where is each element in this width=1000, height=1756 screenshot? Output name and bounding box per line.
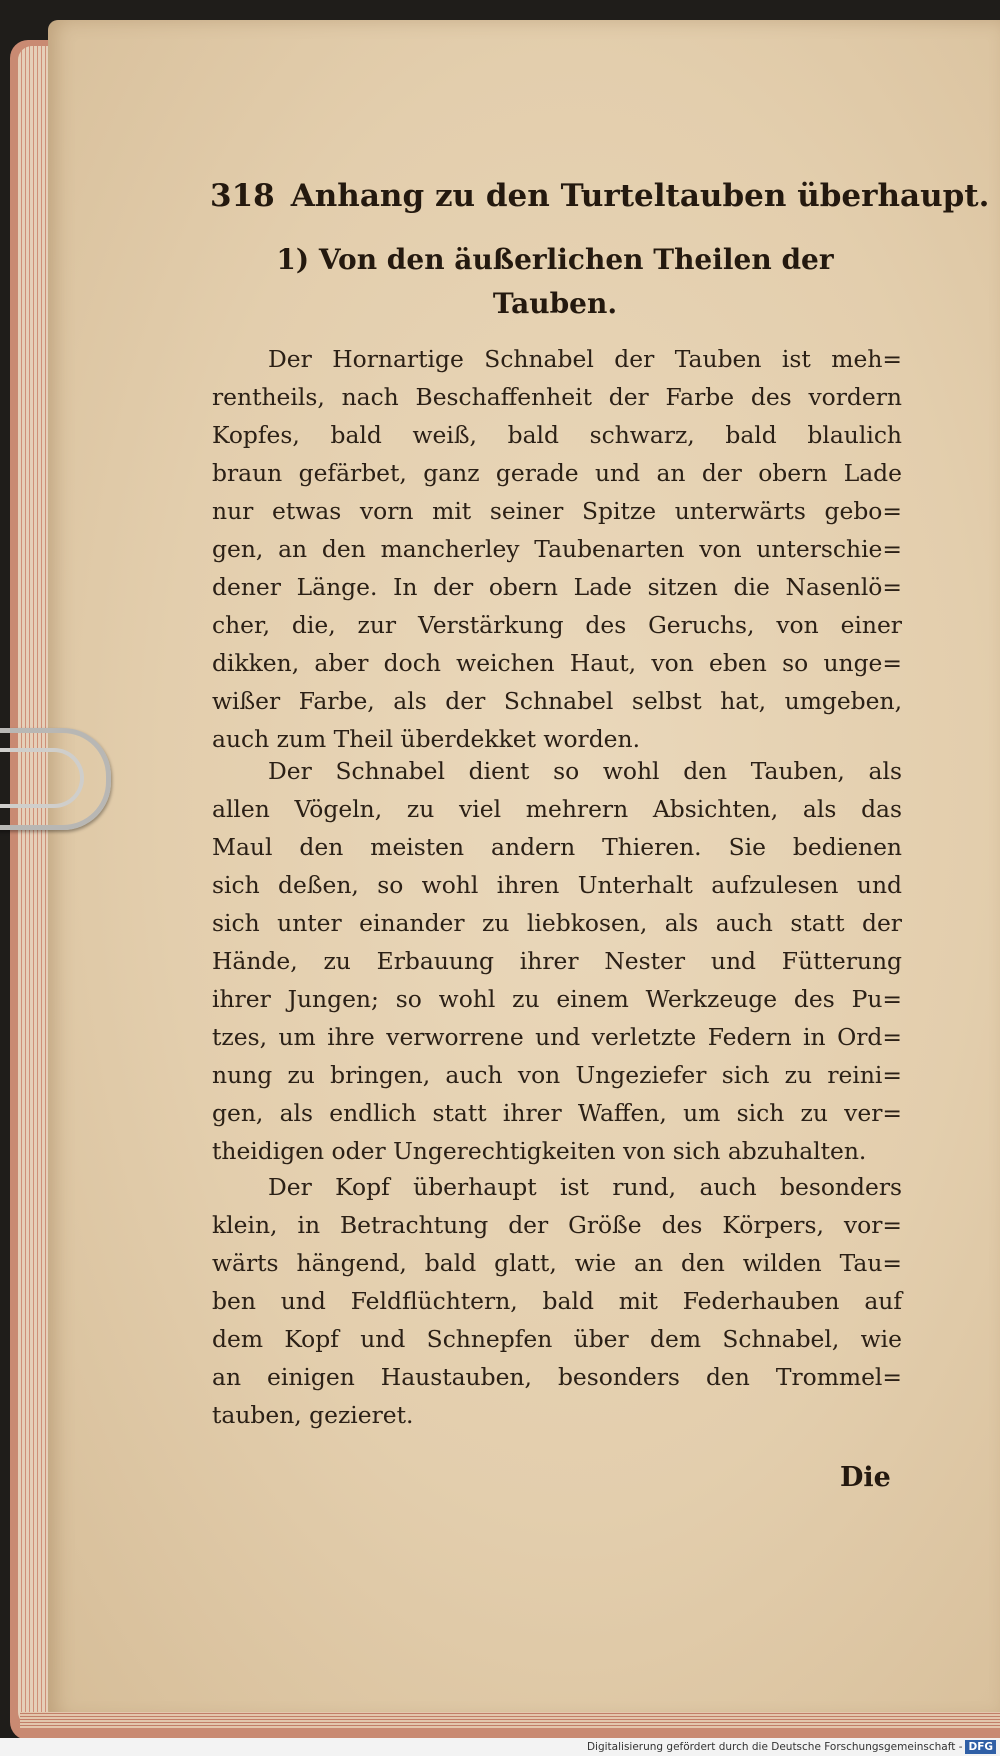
credit-text: Digitalisierung gefördert durch die Deutsche Forschungsgemeinschaft - <box>586 1741 963 1753</box>
text-line: Maul den meisten andern Thieren. Sie bedienen <box>212 833 902 861</box>
bottom-page-edges <box>20 1712 1000 1728</box>
text-line: Kopfes, bald weiß, bald schwarz, bald blaulich <box>212 421 902 449</box>
text-line: gen, an den mancherley Taubenarten von unterschie= <box>212 535 902 563</box>
text-line: tzes, um ihre verworrene und verletzte Federn in Ord= <box>212 1023 902 1051</box>
page-number: 318 <box>210 178 275 214</box>
text-line: Der Hornartige Schnabel der Tauben ist meh= <box>268 345 902 373</box>
text-line: Der Schnabel dient so wohl den Tauben, als <box>268 757 902 785</box>
heading-line-2: Tauben. <box>492 287 618 320</box>
text-line: allen Vögeln, zu viel mehrern Absichten, als das <box>212 795 902 823</box>
digitization-credit <box>0 1738 1000 1756</box>
text-line: dikken, aber doch weichen Haut, von eben so unge= <box>212 649 902 677</box>
text-line: auch zum Theil überdekket worden. <box>212 725 641 753</box>
text-line: an einigen Haustauben, besonders den Trommel= <box>212 1363 902 1391</box>
text-line: wißer Farbe, als der Schnabel selbst hat, umgeben, <box>212 687 902 715</box>
text-line: nur etwas vorn mit seiner Spitze unterwärts gebo= <box>212 497 902 525</box>
text-line: theidigen oder Ungerechtigkeiten von sich abzuhalten. <box>212 1137 867 1165</box>
section-heading <box>210 238 900 326</box>
text-line: rentheils, nach Beschaffenheit der Farbe des vordern <box>212 383 902 411</box>
running-head <box>210 178 990 214</box>
text-line: dener Länge. In der obern Lade sitzen die Nasenlö= <box>212 573 902 601</box>
paragraph-1 <box>212 340 902 758</box>
text-line: tauben, gezieret. <box>212 1401 414 1429</box>
text-line: Der Kopf überhaupt ist rund, auch besonders <box>268 1173 902 1201</box>
text-line: ihrer Jungen; so wohl zu einem Werkzeuge des Pu= <box>212 985 902 1013</box>
paragraph-2 <box>212 752 902 1170</box>
text-line: braun gefärbet, ganz gerade und an der obern Lade <box>212 459 902 487</box>
text-line: dem Kopf und Schnepfen über dem Schnabel, wie <box>212 1325 902 1353</box>
text-line: wärts hängend, bald glatt, wie an den wilden Tau= <box>212 1249 902 1277</box>
catchword: Die <box>840 1462 891 1493</box>
text-line: ben und Feldflüchtern, bald mit Federhauben auf <box>212 1287 902 1315</box>
text-line: Hände, zu Erbauung ihrer Nester und Fütterung <box>212 947 902 975</box>
paragraph-3 <box>212 1168 902 1434</box>
dfg-logo: DFG <box>965 1740 996 1754</box>
paper-clip-inner-icon <box>0 748 84 808</box>
text-line: nung zu bringen, auch von Ungeziefer sich zu reini= <box>212 1061 902 1089</box>
running-head-title: Anhang zu den Turteltauben überhaupt. <box>290 178 990 214</box>
heading-line-1: 1) Von den äußerlichen Theilen der <box>276 243 834 276</box>
text-line: sich deßen, so wohl ihren Unterhalt aufzulesen und <box>212 871 902 899</box>
text-line: klein, in Betrachtung der Größe des Körpers, vor= <box>212 1211 902 1239</box>
text-line: sich unter einander zu liebkosen, als auch statt der <box>212 909 902 937</box>
text-line: gen, als endlich statt ihrer Waffen, um sich zu ver= <box>212 1099 902 1127</box>
text-line: cher, die, zur Verstärkung des Geruchs, von einer <box>212 611 902 639</box>
